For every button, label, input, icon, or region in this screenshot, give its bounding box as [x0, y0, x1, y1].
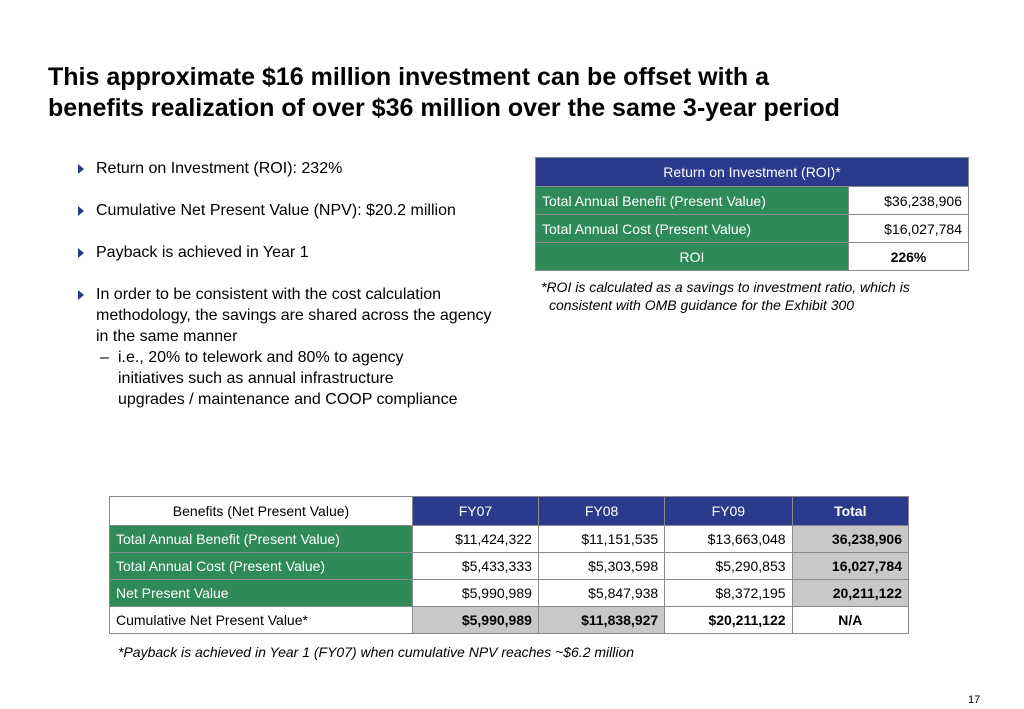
table-row	[110, 526, 909, 553]
sub-bullet-allocation: – i.e., 20% to telework and 80% to agency initiatives such as annual infrastructure upgrades / maintenance and COOP compliance	[100, 349, 458, 408]
roi-value: 226%	[848, 243, 968, 271]
cell-total: N/A	[792, 607, 908, 634]
triangle-bullet-icon	[78, 164, 84, 174]
roi-table	[535, 157, 969, 271]
roi-row-value: $16,027,784	[848, 215, 968, 243]
triangle-bullet-icon	[78, 206, 84, 216]
bullet-roi: Return on Investment (ROI): 232%	[78, 158, 508, 179]
roi-row-value: $36,238,906	[848, 187, 968, 215]
page-number: 17	[968, 694, 981, 706]
table-row	[536, 215, 969, 243]
row-label: Cumulative Net Present Value*	[110, 607, 413, 634]
npv-table	[109, 496, 909, 634]
row-label: Total Annual Cost (Present Value)	[110, 553, 413, 580]
column-header: FY07	[413, 497, 539, 526]
payback-footnote: *Payback is achieved in Year 1 (FY07) when cumulative NPV reaches ~$6.2 million	[118, 644, 635, 660]
cell-value: $11,151,535	[538, 526, 664, 553]
table-row	[110, 607, 909, 634]
bullet-payback: Payback is achieved in Year 1	[78, 242, 508, 263]
slide-title-line-2: benefits realization of over $36 million over the same 3-year period	[48, 94, 840, 122]
table-row	[110, 553, 909, 580]
cell-value: $5,990,989	[413, 607, 539, 634]
roi-table-header: Return on Investment (ROI)*	[536, 158, 969, 187]
roi-label: ROI	[536, 243, 849, 271]
roi-row-label: Total Annual Benefit (Present Value)	[536, 187, 849, 215]
column-header: FY09	[665, 497, 792, 526]
column-header: Benefits (Net Present Value)	[110, 497, 413, 526]
cell-value: $5,290,853	[665, 553, 792, 580]
table-row	[536, 243, 969, 271]
row-label: Total Annual Benefit (Present Value)	[110, 526, 413, 553]
bullet-list	[78, 158, 508, 410]
table-header-row	[110, 497, 909, 526]
cell-total: 20,211,122	[792, 580, 908, 607]
slide-title-line-1: This approximate $16 million investment can be offset with a	[48, 63, 770, 91]
cell-value: $20,211,122	[665, 607, 792, 634]
roi-row-label: Total Annual Cost (Present Value)	[536, 215, 849, 243]
slide-title	[48, 62, 1008, 124]
cell-value: $11,424,322	[413, 526, 539, 553]
cell-value: $5,303,598	[538, 553, 664, 580]
dash-bullet: –	[100, 349, 109, 366]
column-header: FY08	[538, 497, 664, 526]
cell-value: $11,838,927	[538, 607, 664, 634]
triangle-bullet-icon	[78, 290, 84, 300]
cell-value: $5,433,333	[413, 553, 539, 580]
cell-value: $13,663,048	[665, 526, 792, 553]
row-label: Net Present Value	[110, 580, 413, 607]
roi-footnote: *ROI is calculated as a savings to investment ratio, which is consistent with OMB guidance for the Exhibit 300	[541, 279, 910, 313]
bullet-npv: Cumulative Net Present Value (NPV): $20.2 million	[78, 200, 508, 221]
cell-value: $5,990,989	[413, 580, 539, 607]
cell-value: $8,372,195	[665, 580, 792, 607]
cell-total: 36,238,906	[792, 526, 908, 553]
table-row	[110, 580, 909, 607]
bullet-methodology: In order to be consistent with the cost calculation methodology, the savings are shared across the agency in the same manner – i.e., 20% to telework and 80% to agency initiatives such as annual infrastructure upgrades / maintenance and COOP compliance	[78, 284, 508, 410]
column-header: Total	[792, 497, 908, 526]
triangle-bullet-icon	[78, 248, 84, 258]
cell-total: 16,027,784	[792, 553, 908, 580]
cell-value: $5,847,938	[538, 580, 664, 607]
table-row	[536, 187, 969, 215]
